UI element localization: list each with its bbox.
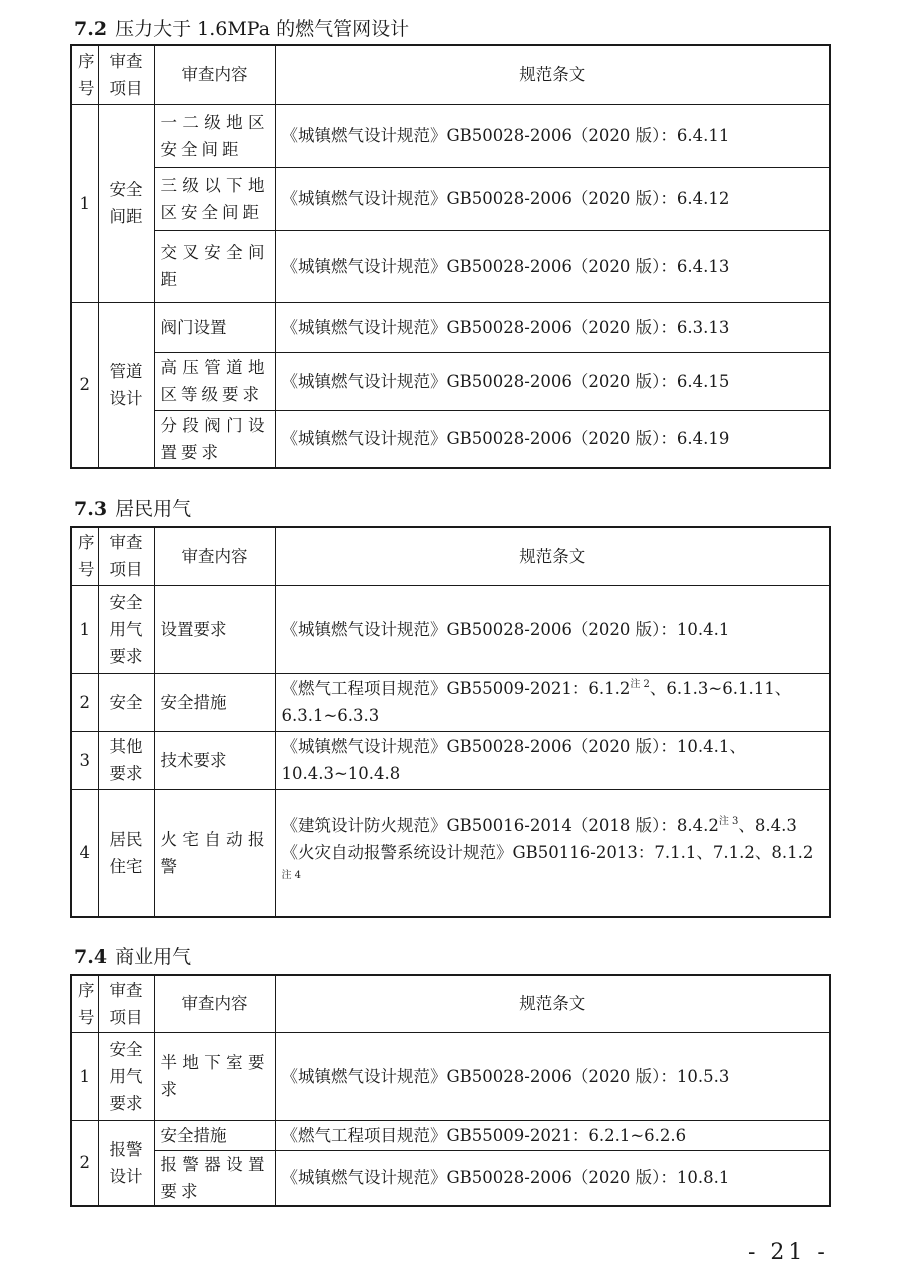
cell-item: 安全用气要求 <box>98 1032 154 1120</box>
note-mark: 注 4 <box>281 870 302 882</box>
cell-content: 阀门设置 <box>154 302 275 352</box>
clause-line <box>282 812 824 839</box>
cell-seq: 3 <box>71 731 98 789</box>
table-7-2 <box>70 44 831 469</box>
table-row <box>71 167 830 230</box>
cell-seq: 1 <box>71 1032 98 1120</box>
section-7-2-title <box>74 17 409 41</box>
header-seq: 序号 <box>71 527 98 585</box>
cell-content: 安全措施 <box>154 673 275 731</box>
cell-clause: 《城镇燃气设计规范》GB50028-2006（2020 版）：6.4.11 <box>275 104 830 167</box>
cell-content: 技术要求 <box>154 731 275 789</box>
cell-item: 安全间距 <box>98 104 154 302</box>
cell-clause <box>275 789 830 917</box>
cell-content: 三级以下地区安全间距 <box>154 167 275 230</box>
cell-item: 安全用气要求 <box>98 585 154 673</box>
table-row <box>71 585 830 673</box>
table-row <box>71 410 830 468</box>
section-title-text: 商业用气 <box>115 946 192 968</box>
cell-clause: 《城镇燃气设计规范》GB50028-2006（2020 版）：10.4.1 <box>275 585 830 673</box>
cell-seq: 1 <box>71 585 98 673</box>
header-item: 审查项目 <box>98 975 154 1032</box>
cell-content: 交叉安全间距 <box>154 230 275 302</box>
table-row <box>71 302 830 352</box>
cell-item: 居民住宅 <box>98 789 154 917</box>
section-number: 7.4 <box>74 946 108 968</box>
cell-seq: 2 <box>71 1120 98 1206</box>
section-title-text: 居民用气 <box>115 498 192 520</box>
table-row <box>71 230 830 302</box>
cell-content: 安全措施 <box>154 1120 275 1150</box>
cell-content: 高压管道地区等级要求 <box>154 352 275 410</box>
table-row <box>71 352 830 410</box>
header-content: 审查内容 <box>154 975 275 1032</box>
clause-text: 、6.1.3~6.1.11、6.3.1~6.3.3 <box>281 679 792 725</box>
cell-clause: 《燃气工程项目规范》GB55009-2021：6.2.1~6.2.6 <box>275 1120 830 1150</box>
table-row <box>71 731 830 789</box>
cell-clause: 《城镇燃气设计规范》GB50028-2006（2020 版）：6.4.19 <box>275 410 830 468</box>
header-item: 审查项目 <box>98 527 154 585</box>
clause-text: 《火灾自动报警系统设计规范》GB50116-2013：7.1.1、7.1.2、8.1.2 <box>281 843 814 863</box>
cell-content: 半地下室要求 <box>154 1032 275 1120</box>
header-seq: 序号 <box>71 45 98 104</box>
cell-content: 设置要求 <box>154 585 275 673</box>
clause-line <box>282 839 824 893</box>
table-row <box>71 789 830 917</box>
cell-content: 一二级地区安全间距 <box>154 104 275 167</box>
clause-text: 、8.4.3 <box>738 816 797 836</box>
table-row <box>71 1120 830 1150</box>
cell-item: 其他要求 <box>98 731 154 789</box>
cell-clause <box>275 673 830 731</box>
cell-item: 管道设计 <box>98 302 154 468</box>
note-mark: 注 2 <box>630 679 650 690</box>
header-seq: 序号 <box>71 975 98 1032</box>
table-header-row <box>71 975 830 1032</box>
cell-seq: 2 <box>71 673 98 731</box>
section-7-3-title <box>74 497 191 521</box>
cell-content: 报警器设置要求 <box>154 1150 275 1206</box>
table-header-row <box>71 527 830 585</box>
table-header-row <box>71 45 830 104</box>
cell-clause: 《城镇燃气设计规范》GB50028-2006（2020 版）：10.5.3 <box>275 1032 830 1120</box>
cell-content: 火宅自动报警 <box>154 789 275 917</box>
cell-item: 报警设计 <box>98 1120 154 1206</box>
cell-clause: 《城镇燃气设计规范》GB50028-2006（2020 版）：10.4.1、10.4.3~10.4.8 <box>275 731 830 789</box>
cell-clause: 《城镇燃气设计规范》GB50028-2006（2020 版）：10.8.1 <box>275 1150 830 1206</box>
section-number: 7.2 <box>74 18 108 40</box>
cell-seq: 2 <box>71 302 98 468</box>
header-clause: 规范条文 <box>275 527 830 585</box>
note-mark: 注 3 <box>718 816 739 828</box>
header-content: 审查内容 <box>154 45 275 104</box>
header-clause: 规范条文 <box>275 45 830 104</box>
cell-item: 安全 <box>98 673 154 731</box>
cell-clause: 《城镇燃气设计规范》GB50028-2006（2020 版）：6.4.13 <box>275 230 830 302</box>
header-clause: 规范条文 <box>275 975 830 1032</box>
cell-seq: 4 <box>71 789 98 917</box>
header-item: 审查项目 <box>98 45 154 104</box>
table-row <box>71 104 830 167</box>
section-7-4-title <box>74 945 191 969</box>
table-row <box>71 1032 830 1120</box>
table-7-4 <box>70 974 831 1207</box>
cell-clause: 《城镇燃气设计规范》GB50028-2006（2020 版）：6.4.15 <box>275 352 830 410</box>
clause-text: 《建筑设计防火规范》GB50016-2014（2018 版）：8.4.2 <box>281 816 719 836</box>
cell-clause: 《城镇燃气设计规范》GB50028-2006（2020 版）：6.3.13 <box>275 302 830 352</box>
cell-clause: 《城镇燃气设计规范》GB50028-2006（2020 版）：6.4.12 <box>275 167 830 230</box>
section-title-text: 压力大于 1.6MPa 的燃气管网设计 <box>115 18 410 40</box>
table-row <box>71 673 830 731</box>
cell-seq: 1 <box>71 104 98 302</box>
page-number: - 21 - <box>748 1240 829 1265</box>
cell-content: 分段阀门设置要求 <box>154 410 275 468</box>
header-content: 审查内容 <box>154 527 275 585</box>
table-row <box>71 1150 830 1206</box>
clause-text: 《燃气工程项目规范》GB55009-2021：6.1.2 <box>281 679 631 698</box>
section-number: 7.3 <box>74 498 108 520</box>
table-7-3 <box>70 526 831 918</box>
